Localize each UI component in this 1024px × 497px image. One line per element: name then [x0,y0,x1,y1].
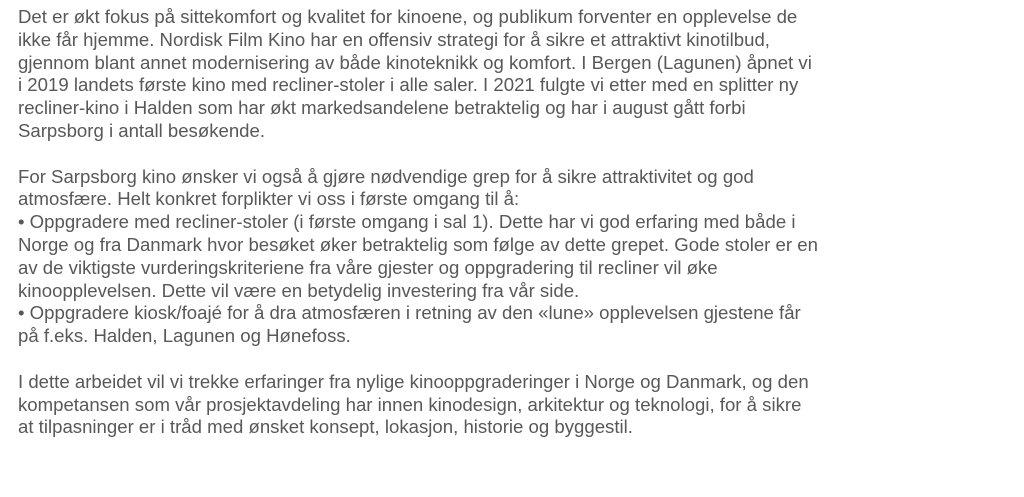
text-line: recliner-kino i Halden som har økt markedsandelene betraktelig og har i august gått forbi [18,97,746,119]
text-line: atmosfære. Helt konkret forplikter vi oss i første omgang til å: [18,188,520,210]
text-line: Det er økt fokus på sittekomfort og kvalitet for kinoene, og publikum forventer en opplevelse de [18,6,798,27]
text-line: av de viktigste vurderingskriteriene fra våre gjester og oppgradering til recliner vil øke [18,256,718,278]
bullet-line: • Oppgradere med recliner-stoler (i første omgang i sal 1). Dette har vi god erfaring med både i [18,211,796,233]
text-line: at tilpasninger er i tråd med ønsket konsept, lokasjon, historie og byggestil. [18,416,633,438]
paragraph-commitments [18,166,1018,348]
text-line: kompetansen som vår prosjektavdeling har innen kinodesign, arkitektur og teknologi, for å sikre [18,393,802,415]
text-line: på f.eks. Halden, Lagunen og Hønefoss. [18,325,351,347]
paragraph-experience [18,371,1018,439]
bullet-line: • Oppgradere kiosk/foajé for å dra atmosfæren i retning av den «lune» opplevelsen gjestene får [18,302,801,324]
text-line: gjennom blant annet modernisering av både kinoteknikk og komfort. I Bergen (Lagunen) åpnet vi [18,51,812,73]
text-line: Norge og fra Danmark hvor besøket øker betraktelig som følge av dette grepet. Gode stoler er en [18,233,818,255]
document-body [18,6,1018,439]
text-line: Sarpsborg i antall besøkende. [18,119,266,141]
text-line: For Sarpsborg kino ønsker vi også å gjøre nødvendige grep for å sikre attraktivitet og god [18,165,754,187]
paragraph-intro [18,6,1018,143]
text-line: i 2019 landets første kino med recliner-stoler i alle saler. I 2021 fulgte vi etter med en splitter ny [18,74,799,96]
text-line: I dette arbeidet vil vi trekke erfaringer fra nylige kinooppgraderinger i Norge og Danmark, og den [18,370,809,392]
text-line: kinoopplevelsen. Dette vil være en betydelig investering fra vår side. [18,279,580,301]
text-line: ikke får hjemme. Nordisk Film Kino har en offensiv strategi for å sikre et attraktivt kinotilbud, [18,28,770,50]
